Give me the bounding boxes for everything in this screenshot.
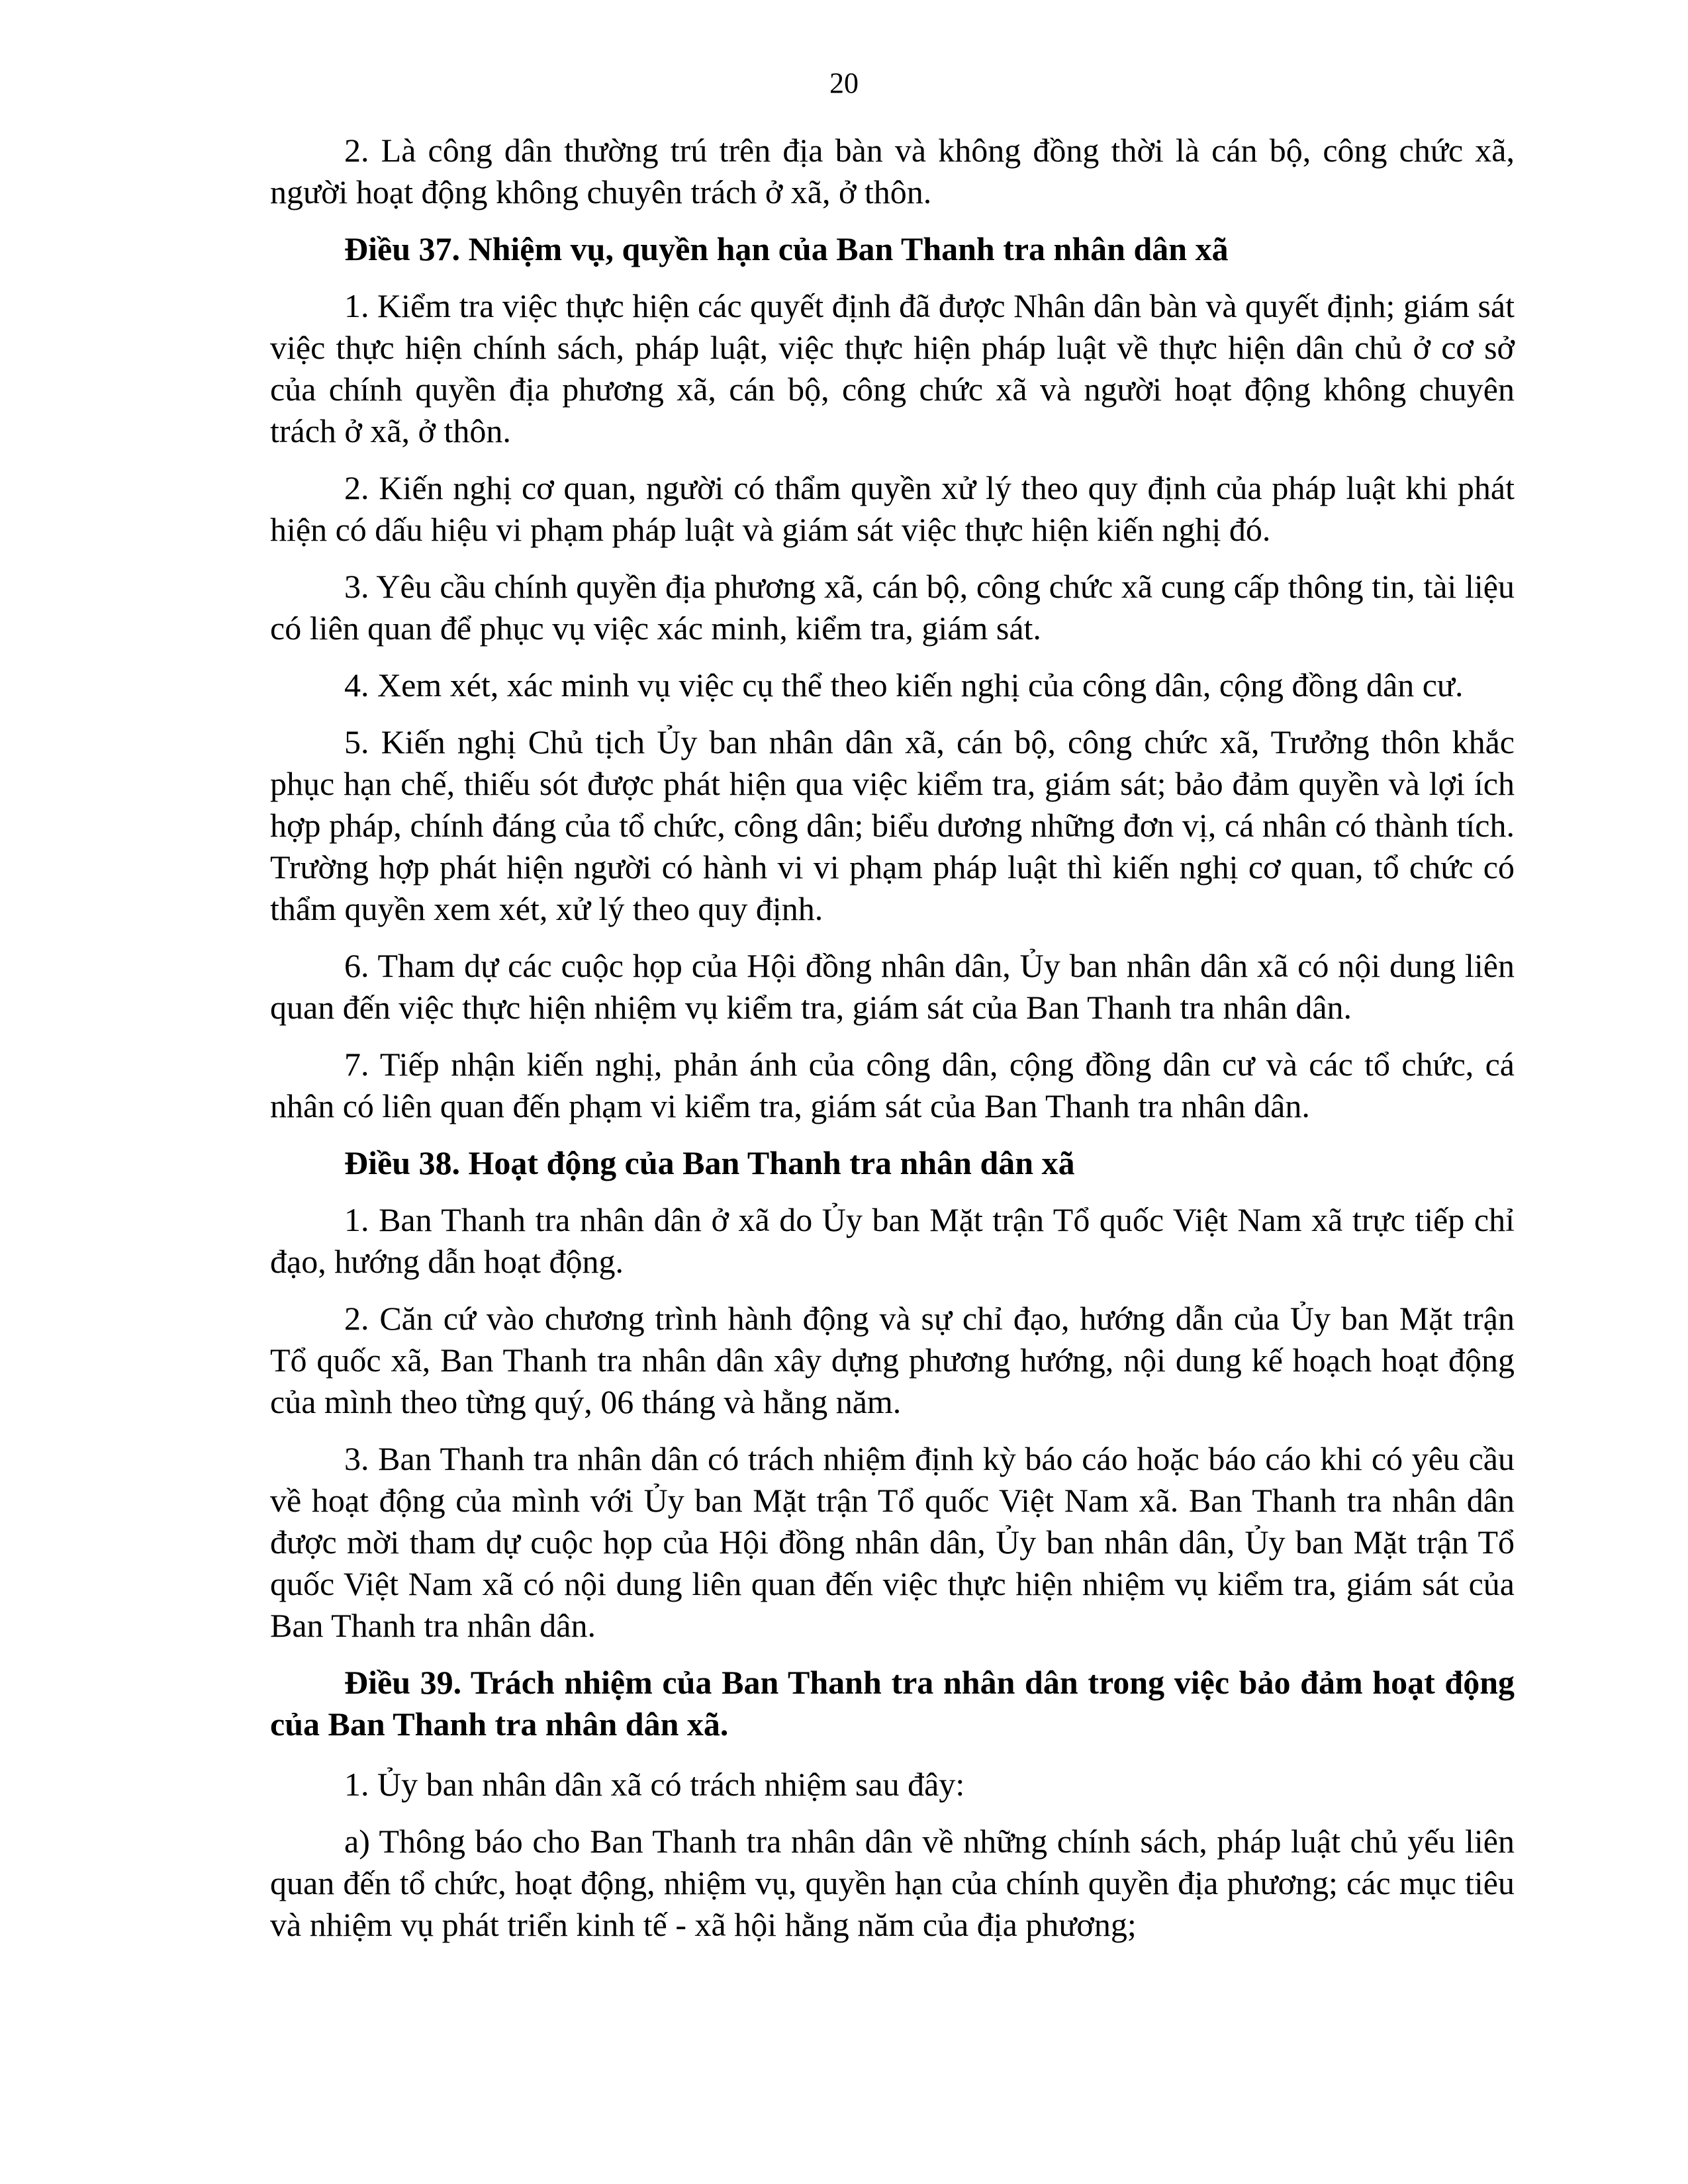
article-37-heading: Điều 37. Nhiệm vụ, quyền hạn của Ban Thanh tra nhân dân xã bbox=[344, 230, 1229, 267]
page-number: 20 bbox=[829, 67, 859, 99]
paragraph: 7. Tiếp nhận kiến nghị, phản ánh của công dân, cộng đồng dân cư và các tổ chức, cá nhân có liên quan đến phạm vi kiểm tra, giám sát của Ban Thanh tra nhân dân. bbox=[270, 1046, 1515, 1124]
paragraph: a) Thông báo cho Ban Thanh tra nhân dân về những chính sách, pháp luật chủ yếu liên quan đến tổ chức, hoạt động, nhiệm vụ, quyền hạn của chính quyền địa phương; các mục tiêu và nhiệm vụ phát triển kinh tế - xã hội hằng năm của địa phương; bbox=[270, 1823, 1515, 1943]
paragraph: 1. Ủy ban nhân dân xã có trách nhiệm sau đây: bbox=[344, 1766, 965, 1803]
article-38-heading: Điều 38. Hoạt động của Ban Thanh tra nhân dân xã bbox=[344, 1144, 1075, 1181]
paragraph: 2. Là công dân thường trú trên địa bàn và không đồng thời là cán bộ, công chức xã, người hoạt động không chuyên trách ở xã, ở thôn. bbox=[270, 132, 1515, 210]
paragraph: 1. Kiểm tra việc thực hiện các quyết định đã được Nhân dân bàn và quyết định; giám sát việc thực hiện chính sách, pháp luật, việc thực hiện pháp luật về thực hiện dân chủ ở cơ sở của chính quyền địa phương xã, cán bộ, công chức xã và người hoạt động không chuyên trách ở xã, ở thôn. bbox=[270, 287, 1515, 449]
paragraph: 4. Xem xét, xác minh vụ việc cụ thể theo kiến nghị của công dân, cộng đồng dân cư. bbox=[344, 666, 1464, 704]
paragraph: 3. Ban Thanh tra nhân dân có trách nhiệm định kỳ báo cáo hoặc báo cáo khi có yêu cầu về hoạt động của mình với Ủy ban Mặt trận Tổ quốc Việt Nam xã. Ban Thanh tra nhân dân được mời tham dự cuộc họp của Hội đồng nhân dân, Ủy ban nhân dân, Ủy ban Mặt trận Tổ quốc Việt Nam xã có nội dung liên quan đến việc thực hiện nhiệm vụ kiểm tra, giám sát của Ban Thanh tra nhân dân. bbox=[270, 1440, 1515, 1644]
paragraph: 5. Kiến nghị Chủ tịch Ủy ban nhân dân xã, cán bộ, công chức xã, Trưởng thôn khắc phục hạn chế, thiếu sót được phát hiện qua việc kiểm tra, giám sát; bảo đảm quyền và lợi ích hợp pháp, chính đáng của tổ chức, công dân; biểu dương những đơn vị, cá nhân có thành tích. Trường hợp phát hiện người có hành vi vi phạm pháp luật thì kiến nghị cơ quan, tổ chức có thẩm quyền xem xét, xử lý theo quy định. bbox=[270, 723, 1515, 927]
paragraph: 6. Tham dự các cuộc họp của Hội đồng nhân dân, Ủy ban nhân dân xã có nội dung liên quan đến việc thực hiện nhiệm vụ kiểm tra, giám sát của Ban Thanh tra nhân dân. bbox=[270, 947, 1515, 1026]
paragraph: 2. Căn cứ vào chương trình hành động và sự chỉ đạo, hướng dẫn của Ủy ban Mặt trận Tổ quốc xã, Ban Thanh tra nhân dân xây dựng phương hướng, nội dung kế hoạch hoạt động của mình theo từng quý, 06 tháng và hằng năm. bbox=[270, 1300, 1515, 1420]
document-body bbox=[270, 130, 1515, 1961]
article-39-heading: Điều 39. Trách nhiệm của Ban Thanh tra nhân dân trong việc bảo đảm hoạt động của Ban Thanh tra nhân dân xã. bbox=[270, 1664, 1515, 1743]
paragraph: 1. Ban Thanh tra nhân dân ở xã do Ủy ban Mặt trận Tổ quốc Việt Nam xã trực tiếp chỉ đạo, hướng dẫn hoạt động. bbox=[270, 1201, 1515, 1280]
paragraph: 2. Kiến nghị cơ quan, người có thẩm quyền xử lý theo quy định của pháp luật khi phát hiện có dấu hiệu vi phạm pháp luật và giám sát việc thực hiện kiến nghị đó. bbox=[270, 469, 1515, 548]
paragraph: 3. Yêu cầu chính quyền địa phương xã, cán bộ, công chức xã cung cấp thông tin, tài liệu có liên quan để phục vụ việc xác minh, kiểm tra, giám sát. bbox=[270, 568, 1515, 647]
